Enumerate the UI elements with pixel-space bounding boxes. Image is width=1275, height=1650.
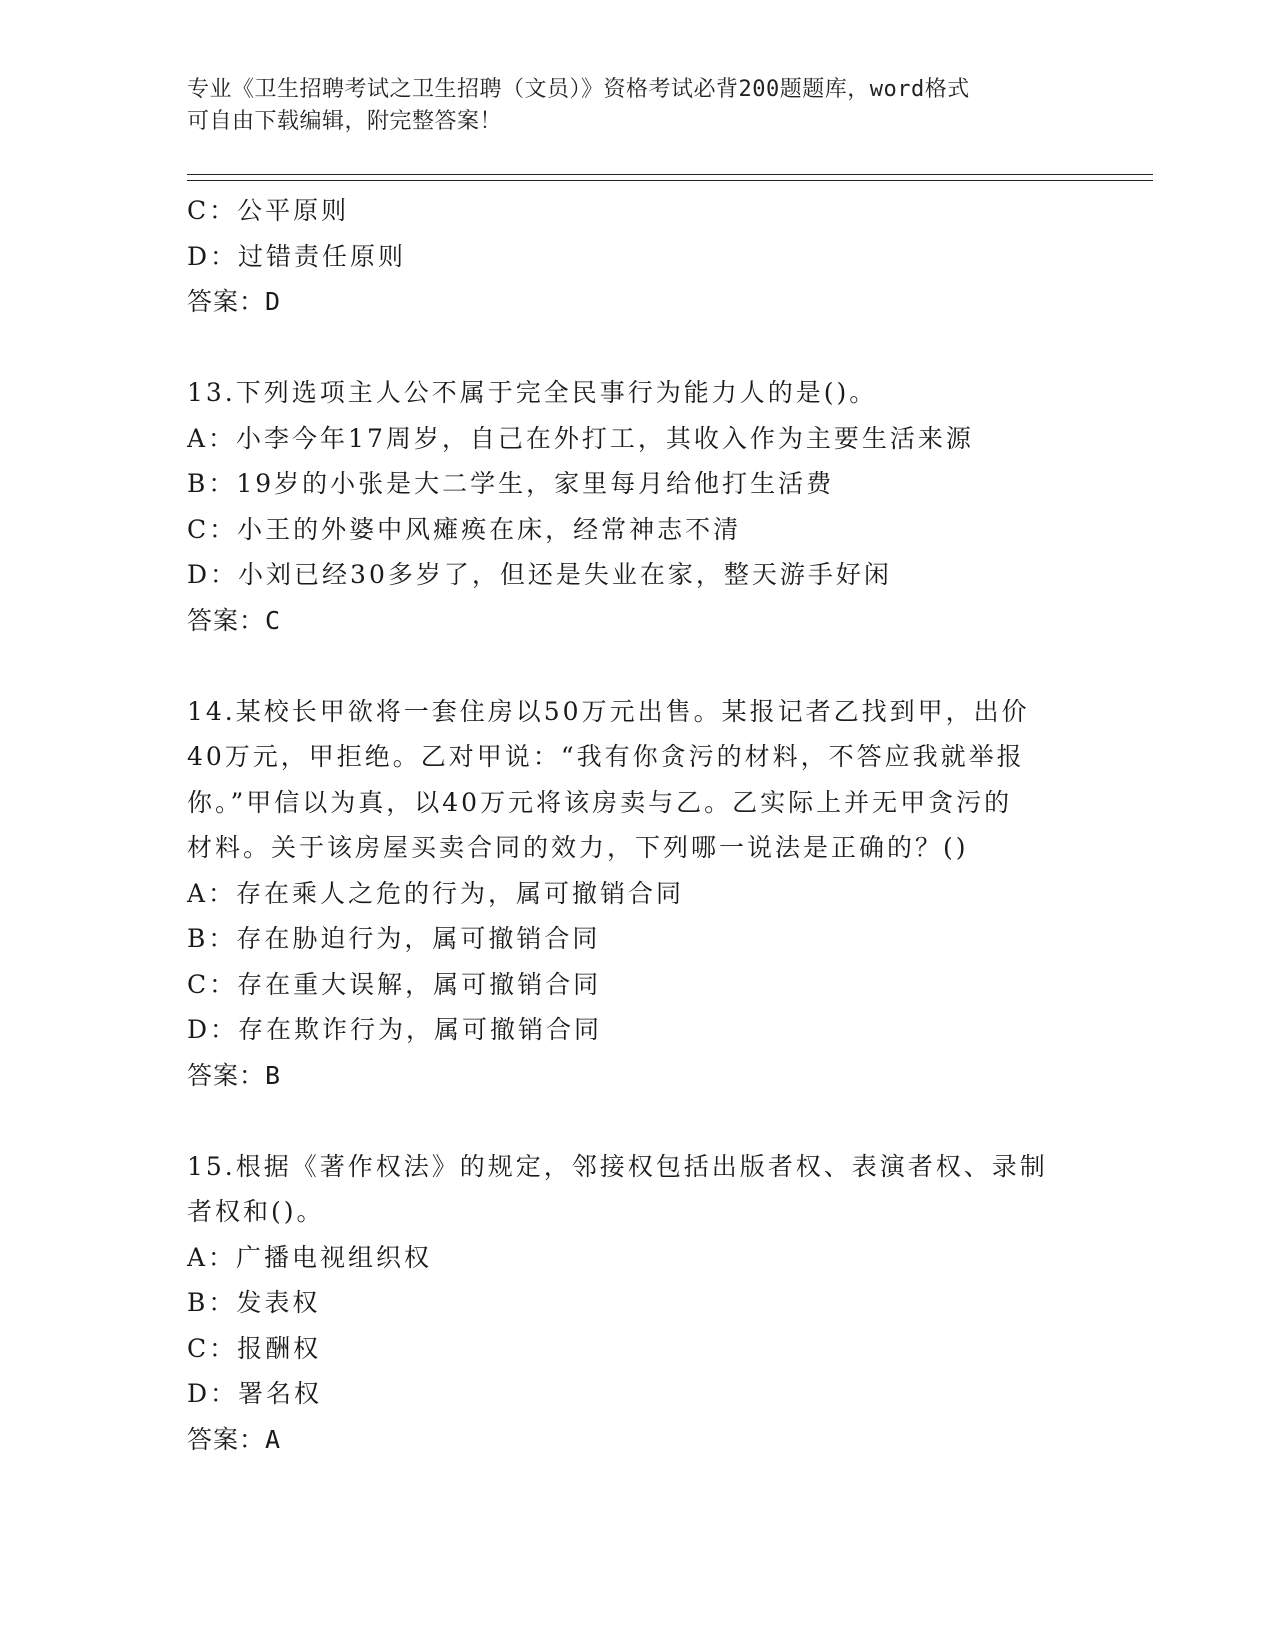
answer-value: D bbox=[265, 287, 282, 316]
header-divider-bottom bbox=[187, 180, 1153, 181]
question-stem-line: 40万元，甲拒绝。乙对甲说：“我有你贪污的材料，不答应我就举报 bbox=[187, 742, 1025, 771]
question-gap bbox=[187, 325, 1087, 371]
option-d: D：署名权 bbox=[187, 1379, 323, 1408]
question-stem-line: 14.某校长甲欲将一套住房以50万元出售。某报记者乙找到甲，出价 bbox=[187, 696, 1030, 726]
question-list bbox=[187, 188, 1087, 1462]
answer-line bbox=[187, 1053, 1087, 1099]
answer-line bbox=[187, 1417, 1087, 1463]
answer-label: 答案： bbox=[187, 1060, 266, 1090]
answer-value: C bbox=[265, 605, 282, 635]
option-d: D：存在欺诈行为，属可撤销合同 bbox=[187, 1015, 603, 1044]
option-b: B：存在胁迫行为，属可撤销合同 bbox=[187, 924, 601, 953]
header-title-line-1: 专业《卫生招聘考试之卫生招聘（文员）》资格考试必背200题题库，word格式 bbox=[187, 77, 970, 102]
answer-line bbox=[187, 279, 1087, 325]
question-stem-line: 者权和()。 bbox=[187, 1197, 325, 1226]
option-c: C：小王的外婆中风瘫痪在床，经常神志不清 bbox=[187, 514, 742, 544]
option-c: C：报酬权 bbox=[187, 1333, 322, 1363]
answer-label: 答案： bbox=[187, 1424, 266, 1454]
question-stem: 13.下列选项主人公不属于完全民事行为能力人的是()。 bbox=[187, 378, 878, 407]
option-b: B：19岁的小张是大二学生，家里每月给他打生活费 bbox=[187, 469, 835, 498]
option-b: B：发表权 bbox=[187, 1288, 321, 1317]
header-title-line-2: 可自由下载编辑，附完整答案！ bbox=[187, 109, 503, 134]
answer-value: B bbox=[265, 1060, 282, 1090]
answer-label: 答案： bbox=[187, 605, 266, 635]
question-block-14 bbox=[187, 689, 1087, 1099]
question-block-partial bbox=[187, 188, 1087, 325]
question-gap bbox=[187, 643, 1087, 689]
option-c: C：公平原则 bbox=[187, 196, 350, 225]
option-a: A：小李今年17周岁，自己在外打工，其收入作为主要生活来源 bbox=[187, 423, 974, 453]
header-divider-top bbox=[187, 174, 1153, 175]
option-a: A：广播电视组织权 bbox=[187, 1242, 433, 1272]
document-header bbox=[187, 74, 1067, 138]
answer-value: A bbox=[265, 1424, 282, 1454]
question-stem-line: 15.根据《著作权法》的规定，邻接权包括出版者权、表演者权、录制 bbox=[187, 1151, 1048, 1181]
option-d: D：小刘已经30多岁了，但还是失业在家，整天游手好闲 bbox=[187, 560, 892, 589]
question-gap bbox=[187, 1098, 1087, 1144]
answer-label: 答案： bbox=[187, 287, 266, 316]
option-a: A：存在乘人之危的行为，属可撤销合同 bbox=[187, 878, 685, 908]
option-c: C：存在重大误解，属可撤销合同 bbox=[187, 969, 602, 999]
question-block-13 bbox=[187, 370, 1087, 643]
question-stem-line: 你。”甲信以为真，以40万元将该房卖与乙。乙实际上并无甲贪污的 bbox=[187, 787, 1013, 817]
answer-line bbox=[187, 598, 1087, 644]
question-block-15 bbox=[187, 1144, 1087, 1463]
option-d: D：过错责任原则 bbox=[187, 241, 407, 271]
question-stem-line: 材料。关于该房屋买卖合同的效力，下列哪一说法是正确的？() bbox=[187, 833, 969, 862]
